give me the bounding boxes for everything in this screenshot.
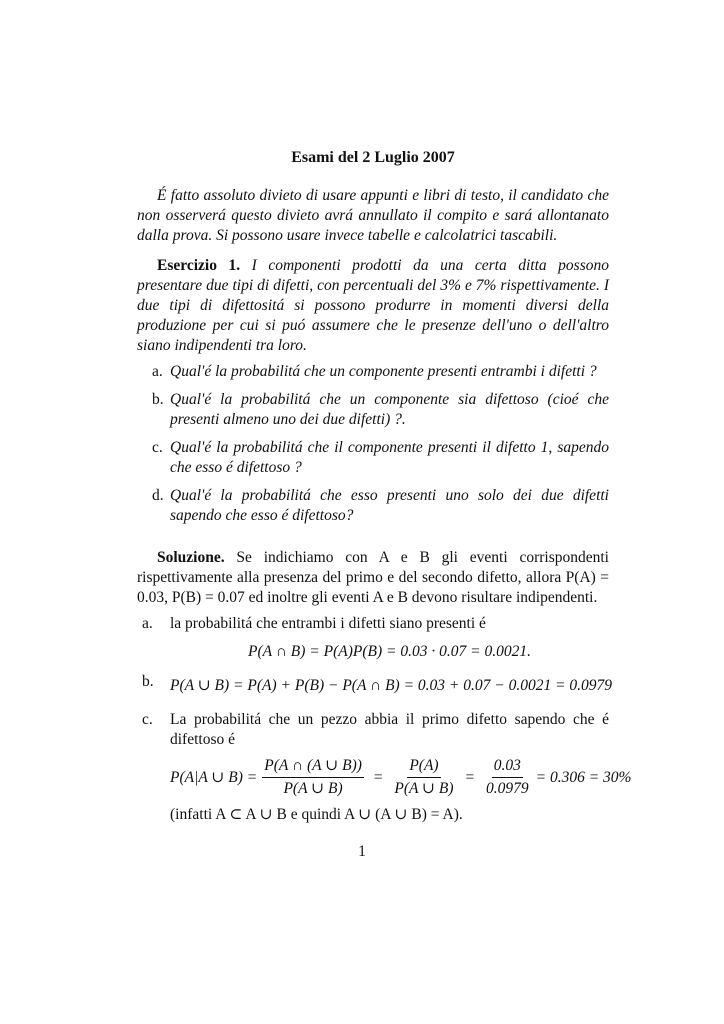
question-list [137,362,609,526]
question-text: Qual'é la probabilitá che un componente presenti entrambi i difetti ? [170,363,597,380]
fraction-3 [484,756,531,799]
fraction-2 [392,756,455,799]
document-page [137,148,632,825]
equation-c-rhs: = 0.306 = 30% [535,768,632,786]
solution-c-text: La probabilitá che un pezzo abbia il primo difetto sapendo che é difettoso é [170,711,609,748]
equals-sign: = [464,768,476,786]
solution-intro [137,548,609,608]
solution-item-a [137,614,609,634]
page-number: 1 [358,843,366,860]
fraction-numerator: P(A ∩ (A ∪ B)) [262,756,364,778]
fraction-numerator: P(A) [407,756,440,778]
question-text: Qual'é la probabilitá che esso presenti uno solo dei due difetti sapendo che esso é difettoso? [170,487,609,524]
exam-rules: É fatto assoluto divieto di usare appunti e libri di testo, il candidato che non osserverá questo divieto avrá annullato il compito e sará allontanato dalla prova. Si possono usare invece tabelle e calcolatrici tascabili. [137,187,609,244]
solution-mark: b. [142,673,154,690]
question-item [137,438,609,478]
equals-sign: = [372,768,384,786]
question-text: Qual'é la probabilitá che il componente presenti il difetto 1, sapendo che esso é difettoso ? [170,439,609,476]
solution-mark: a. [142,615,153,632]
question-item [137,390,609,430]
solution-text: Se indichiamo con A e B gli eventi corrispondenti rispettivamente alla presenza del primo e del secondo difetto, allora P(A) = 0.03, P(B) = 0.07 ed inoltre gli eventi A e B devono risultare indipendenti. [137,549,609,606]
equation-c-lhs: P(A|A ∪ B) = [170,768,258,786]
page-title: Esami del 2 Luglio 2007 [291,149,455,166]
fraction-numerator: 0.03 [492,756,523,778]
question-mark: c. [152,439,163,456]
equation-b: P(A ∪ B) = P(A) + P(B) − P(A ∩ B) = 0.03 + 0.07 − 0.0021 = 0.0979 [170,677,613,694]
exercise-statement [137,256,609,356]
equation-c [170,756,632,799]
solution-label: Soluzione. [157,549,225,566]
question-item [137,362,609,382]
question-mark: a. [152,363,163,380]
fraction-denominator: 0.0979 [486,780,529,797]
solution-item-c [137,710,609,750]
fraction-1 [262,756,364,799]
question-item [137,486,609,526]
solution-mark: c. [142,711,153,728]
question-mark: d. [152,487,164,504]
question-mark: b. [152,391,164,408]
fraction-denominator: P(A ∪ B) [394,780,454,797]
exercise-label: Esercizio 1. [157,257,241,274]
equation-a: P(A ∩ B) = P(A)P(B) = 0.03 · 0.07 = 0.0021. [248,643,531,660]
fraction-denominator: P(A ∪ B) [283,780,343,797]
question-text: Qual'é la probabilitá che un componente sia difettoso (cioé che presenti almeno uno dei due difetti) ?. [170,391,609,428]
solution-c-note: (infatti A ⊂ A ∪ B e quindi A ∪ (A ∪ B) = A). [170,806,463,823]
solution-a-text: la probabilitá che entrambi i difetti siano presenti é [170,615,486,632]
exercise-text: I componenti prodotti da una certa ditta possono presentare due tipi di difetti, con percentuali del 3% e 7% rispettivamente. I due tipi di difettositá si possono produrre in momenti diversi della produzione per cui si puó assumere che le presenze dell'uno o dell'altro siano indipendenti tra loro. [137,257,609,354]
